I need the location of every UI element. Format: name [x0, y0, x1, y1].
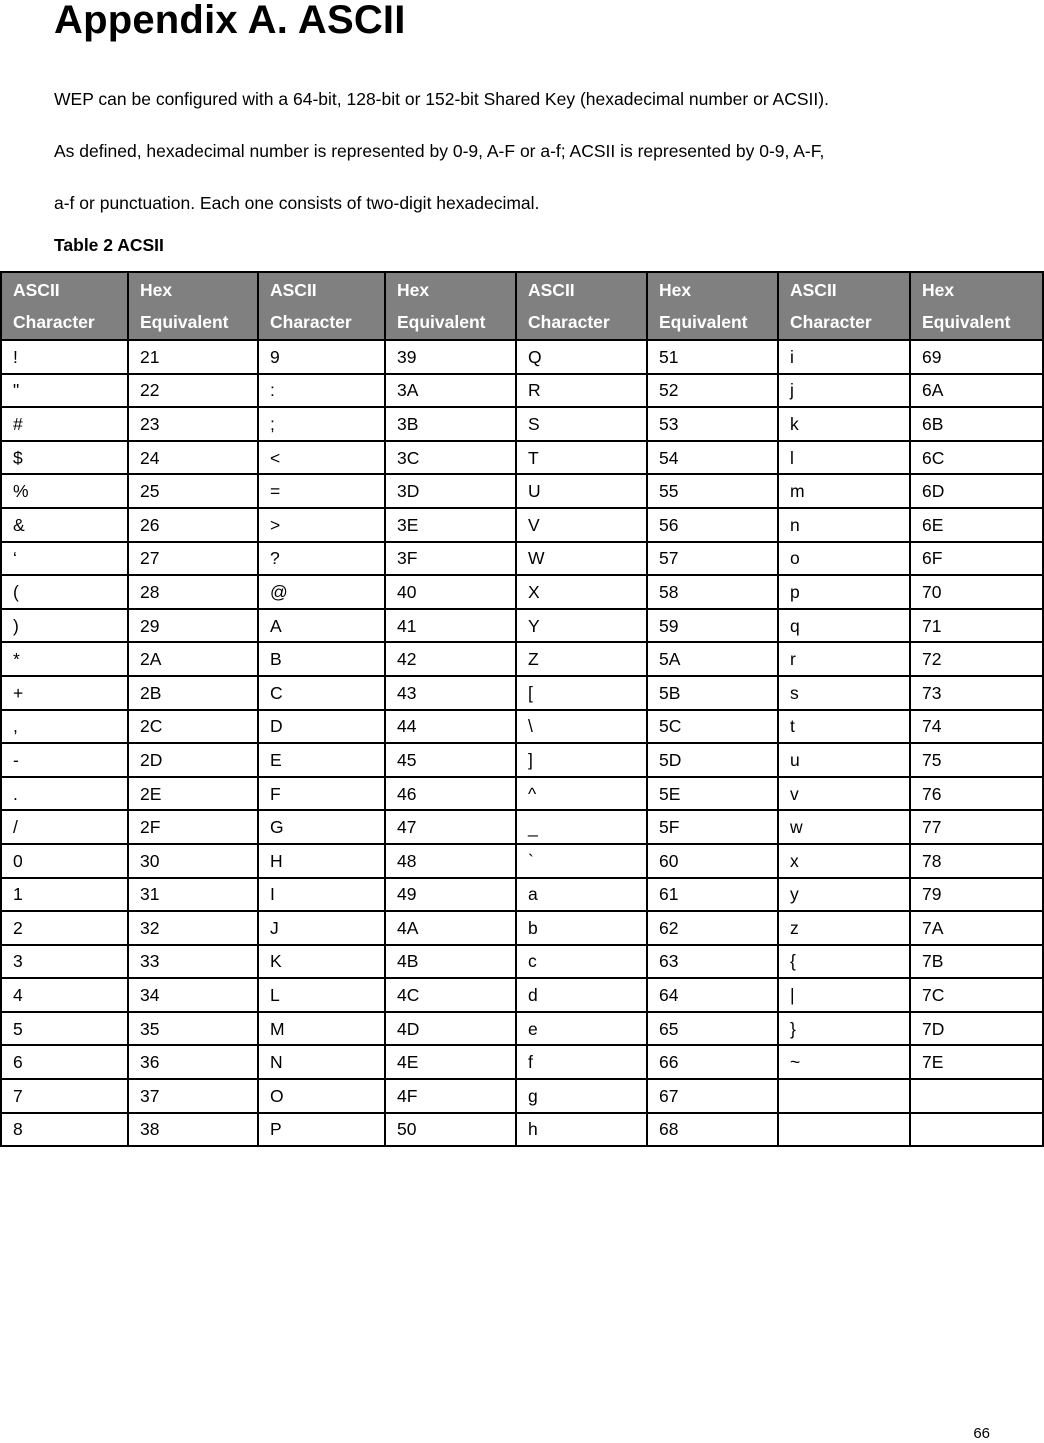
ascii-character-cell: +	[1, 676, 128, 710]
hex-equivalent-cell: 59	[647, 609, 778, 643]
ascii-character-cell	[778, 1079, 910, 1113]
intro-paragraph-2: As defined, hexadecimal number is represented by 0-9, A-F or a-f; ACSII is represented by 0-9, A-F,	[54, 141, 825, 161]
ascii-character-cell: 2	[1, 911, 128, 945]
hex-equivalent-cell: 7D	[910, 1012, 1043, 1046]
ascii-character-cell: z	[778, 911, 910, 945]
ascii-character-cell: e	[516, 1012, 647, 1046]
hex-equivalent-cell: 5A	[647, 642, 778, 676]
ascii-character-cell: ‘	[1, 542, 128, 576]
ascii-character-cell: |	[778, 978, 910, 1012]
hex-equivalent-cell: 4A	[385, 911, 516, 945]
ascii-character-cell: =	[258, 474, 385, 508]
column-header-line-2: Character	[528, 312, 610, 332]
table-row	[1, 407, 1043, 441]
hex-equivalent-cell: 32	[128, 911, 258, 945]
hex-equivalent-cell: 62	[647, 911, 778, 945]
ascii-character-cell: <	[258, 441, 385, 475]
hex-equivalent-cell: 50	[385, 1113, 516, 1147]
hex-equivalent-cell: 4F	[385, 1079, 516, 1113]
intro-paragraph-1: WEP can be configured with a 64-bit, 128-bit or 152-bit Shared Key (hexadecimal number or ACSII).	[54, 89, 829, 109]
hex-equivalent-cell: 39	[385, 340, 516, 374]
hex-equivalent-cell: 41	[385, 609, 516, 643]
table-caption: Table 2 ACSII	[54, 235, 164, 255]
ascii-character-cell: ^	[516, 777, 647, 811]
ascii-character-cell: X	[516, 575, 647, 609]
ascii-character-cell: H	[258, 844, 385, 878]
ascii-character-cell: C	[258, 676, 385, 710]
ascii-character-cell: [	[516, 676, 647, 710]
column-header-line-2: Character	[270, 312, 352, 332]
column-header	[778, 272, 910, 340]
table-row	[1, 1113, 1043, 1147]
hex-equivalent-cell: 65	[647, 1012, 778, 1046]
column-header	[128, 272, 258, 340]
ascii-character-cell: v	[778, 777, 910, 811]
hex-equivalent-cell: 48	[385, 844, 516, 878]
hex-equivalent-cell: 2B	[128, 676, 258, 710]
table-row	[1, 676, 1043, 710]
table-row	[1, 609, 1043, 643]
hex-equivalent-cell: 3B	[385, 407, 516, 441]
hex-equivalent-cell: 71	[910, 609, 1043, 643]
hex-equivalent-cell: 5D	[647, 743, 778, 777]
hex-equivalent-cell: 6C	[910, 441, 1043, 475]
hex-equivalent-cell: 64	[647, 978, 778, 1012]
column-header-line-1: ASCII	[528, 280, 575, 300]
ascii-character-cell: d	[516, 978, 647, 1012]
column-header-line-2: Equivalent	[140, 312, 229, 332]
hex-equivalent-cell: 49	[385, 878, 516, 912]
ascii-character-cell: .	[1, 777, 128, 811]
column-header	[910, 272, 1043, 340]
table-row	[1, 945, 1043, 979]
hex-equivalent-cell: 2A	[128, 642, 258, 676]
ascii-character-cell: f	[516, 1045, 647, 1079]
ascii-character-cell: ,	[1, 710, 128, 744]
ascii-character-cell: 1	[1, 878, 128, 912]
hex-equivalent-cell: 4D	[385, 1012, 516, 1046]
page-title: Appendix A. ASCII	[54, 0, 406, 42]
hex-equivalent-cell: 22	[128, 374, 258, 408]
intro-text	[54, 86, 1024, 242]
hex-equivalent-cell: 40	[385, 575, 516, 609]
ascii-character-cell: `	[516, 844, 647, 878]
ascii-character-cell: >	[258, 508, 385, 542]
ascii-character-cell: G	[258, 810, 385, 844]
hex-equivalent-cell: 34	[128, 978, 258, 1012]
hex-equivalent-cell: 68	[647, 1113, 778, 1147]
ascii-character-cell: i	[778, 340, 910, 374]
ascii-character-cell: a	[516, 878, 647, 912]
hex-equivalent-cell: 75	[910, 743, 1043, 777]
hex-equivalent-cell: 35	[128, 1012, 258, 1046]
ascii-character-cell: k	[778, 407, 910, 441]
ascii-character-cell: \	[516, 710, 647, 744]
hex-equivalent-cell	[910, 1079, 1043, 1113]
hex-equivalent-cell: 77	[910, 810, 1043, 844]
hex-equivalent-cell: 51	[647, 340, 778, 374]
ascii-character-cell: I	[258, 878, 385, 912]
hex-equivalent-cell: 72	[910, 642, 1043, 676]
ascii-character-cell: c	[516, 945, 647, 979]
ascii-character-cell: P	[258, 1113, 385, 1147]
hex-equivalent-cell: 7B	[910, 945, 1043, 979]
ascii-character-cell: b	[516, 911, 647, 945]
ascii-character-cell: J	[258, 911, 385, 945]
ascii-character-cell: F	[258, 777, 385, 811]
ascii-character-cell: U	[516, 474, 647, 508]
hex-equivalent-cell: 4C	[385, 978, 516, 1012]
table-row	[1, 878, 1043, 912]
hex-equivalent-cell: 67	[647, 1079, 778, 1113]
hex-equivalent-cell: 2E	[128, 777, 258, 811]
hex-equivalent-cell: 29	[128, 609, 258, 643]
hex-equivalent-cell: 73	[910, 676, 1043, 710]
table-header-row	[1, 272, 1043, 340]
hex-equivalent-cell: 47	[385, 810, 516, 844]
ascii-character-cell: 6	[1, 1045, 128, 1079]
ascii-character-cell: W	[516, 542, 647, 576]
column-header-line-2: Equivalent	[659, 312, 748, 332]
column-header	[385, 272, 516, 340]
hex-equivalent-cell: 7A	[910, 911, 1043, 945]
ascii-character-cell: 9	[258, 340, 385, 374]
ascii-character-cell: s	[778, 676, 910, 710]
hex-equivalent-cell: 7E	[910, 1045, 1043, 1079]
hex-equivalent-cell: 56	[647, 508, 778, 542]
hex-equivalent-cell: 4B	[385, 945, 516, 979]
hex-equivalent-cell: 43	[385, 676, 516, 710]
hex-equivalent-cell: 60	[647, 844, 778, 878]
hex-equivalent-cell	[910, 1113, 1043, 1147]
ascii-character-cell: Y	[516, 609, 647, 643]
column-header-line-1: Hex	[659, 280, 692, 300]
hex-equivalent-cell: 31	[128, 878, 258, 912]
table-row	[1, 1045, 1043, 1079]
hex-equivalent-cell: 58	[647, 575, 778, 609]
table-row	[1, 441, 1043, 475]
hex-equivalent-cell: 54	[647, 441, 778, 475]
table-row	[1, 1079, 1043, 1113]
ascii-character-cell: )	[1, 609, 128, 643]
table-row	[1, 911, 1043, 945]
ascii-character-cell: B	[258, 642, 385, 676]
ascii-character-cell: O	[258, 1079, 385, 1113]
hex-equivalent-cell: 74	[910, 710, 1043, 744]
column-header-line-1: Hex	[397, 280, 430, 300]
hex-equivalent-cell: 26	[128, 508, 258, 542]
column-header-line-2: Character	[13, 312, 95, 332]
ascii-character-cell: t	[778, 710, 910, 744]
hex-equivalent-cell: 2F	[128, 810, 258, 844]
hex-equivalent-cell: 2C	[128, 710, 258, 744]
table-row	[1, 508, 1043, 542]
ascii-character-cell: p	[778, 575, 910, 609]
ascii-character-cell: 0	[1, 844, 128, 878]
ascii-character-cell: :	[258, 374, 385, 408]
hex-equivalent-cell: 6F	[910, 542, 1043, 576]
hex-equivalent-cell: 46	[385, 777, 516, 811]
ascii-character-cell: 5	[1, 1012, 128, 1046]
hex-equivalent-cell: 63	[647, 945, 778, 979]
column-header-line-1: ASCII	[13, 280, 60, 300]
ascii-character-cell: T	[516, 441, 647, 475]
hex-equivalent-cell: 3F	[385, 542, 516, 576]
ascii-character-cell: ]	[516, 743, 647, 777]
ascii-character-cell: N	[258, 1045, 385, 1079]
ascii-character-cell: q	[778, 609, 910, 643]
ascii-character-cell: n	[778, 508, 910, 542]
hex-equivalent-cell: 28	[128, 575, 258, 609]
ascii-character-cell: h	[516, 1113, 647, 1147]
table-row	[1, 743, 1043, 777]
ascii-character-cell: L	[258, 978, 385, 1012]
ascii-character-cell: /	[1, 810, 128, 844]
ascii-character-cell: D	[258, 710, 385, 744]
ascii-character-cell: "	[1, 374, 128, 408]
hex-equivalent-cell: 5B	[647, 676, 778, 710]
ascii-character-cell: o	[778, 542, 910, 576]
ascii-character-cell: w	[778, 810, 910, 844]
hex-equivalent-cell: 66	[647, 1045, 778, 1079]
hex-equivalent-cell: 3C	[385, 441, 516, 475]
hex-equivalent-cell: 3A	[385, 374, 516, 408]
hex-equivalent-cell: 3E	[385, 508, 516, 542]
hex-equivalent-cell: 37	[128, 1079, 258, 1113]
hex-equivalent-cell: 23	[128, 407, 258, 441]
table-row	[1, 340, 1043, 374]
hex-equivalent-cell: 61	[647, 878, 778, 912]
intro-paragraph-3: a-f or punctuation. Each one consists of two-digit hexadecimal.	[54, 193, 540, 213]
ascii-character-cell: 3	[1, 945, 128, 979]
column-header-line-1: Hex	[140, 280, 173, 300]
ascii-character-cell: ;	[258, 407, 385, 441]
table-row	[1, 777, 1043, 811]
ascii-character-cell: !	[1, 340, 128, 374]
ascii-character-cell: {	[778, 945, 910, 979]
column-header	[258, 272, 385, 340]
hex-equivalent-cell: 21	[128, 340, 258, 374]
column-header-line-1: Hex	[922, 280, 955, 300]
hex-equivalent-cell: 45	[385, 743, 516, 777]
hex-equivalent-cell: 2D	[128, 743, 258, 777]
hex-equivalent-cell: 7C	[910, 978, 1043, 1012]
ascii-character-cell: M	[258, 1012, 385, 1046]
hex-equivalent-cell: 4E	[385, 1045, 516, 1079]
ascii-character-cell: %	[1, 474, 128, 508]
ascii-character-cell: u	[778, 743, 910, 777]
hex-equivalent-cell: 76	[910, 777, 1043, 811]
hex-equivalent-cell: 5E	[647, 777, 778, 811]
hex-equivalent-cell: 55	[647, 474, 778, 508]
table-row	[1, 810, 1043, 844]
ascii-character-cell: }	[778, 1012, 910, 1046]
ascii-character-cell: ~	[778, 1045, 910, 1079]
hex-equivalent-cell: 6B	[910, 407, 1043, 441]
hex-equivalent-cell: 6A	[910, 374, 1043, 408]
table-body	[1, 340, 1043, 1146]
ascii-character-cell: r	[778, 642, 910, 676]
column-header-line-2: Equivalent	[397, 312, 486, 332]
table-row	[1, 474, 1043, 508]
ascii-character-cell: S	[516, 407, 647, 441]
ascii-character-cell: R	[516, 374, 647, 408]
ascii-character-cell: ?	[258, 542, 385, 576]
table-row	[1, 978, 1043, 1012]
hex-equivalent-cell: 25	[128, 474, 258, 508]
table-row	[1, 575, 1043, 609]
hex-equivalent-cell: 6E	[910, 508, 1043, 542]
column-header-line-2: Character	[790, 312, 872, 332]
hex-equivalent-cell: 42	[385, 642, 516, 676]
hex-equivalent-cell: 44	[385, 710, 516, 744]
ascii-character-cell: Q	[516, 340, 647, 374]
hex-equivalent-cell: 53	[647, 407, 778, 441]
hex-equivalent-cell: 5F	[647, 810, 778, 844]
table-row	[1, 374, 1043, 408]
ascii-character-cell: x	[778, 844, 910, 878]
ascii-character-cell: V	[516, 508, 647, 542]
ascii-character-cell: 7	[1, 1079, 128, 1113]
ascii-character-cell: *	[1, 642, 128, 676]
column-header	[647, 272, 778, 340]
ascii-character-cell: E	[258, 743, 385, 777]
hex-equivalent-cell: 6D	[910, 474, 1043, 508]
ascii-character-cell: (	[1, 575, 128, 609]
ascii-table	[0, 271, 1044, 1147]
ascii-character-cell: _	[516, 810, 647, 844]
ascii-character-cell: 4	[1, 978, 128, 1012]
hex-equivalent-cell: 24	[128, 441, 258, 475]
hex-equivalent-cell: 3D	[385, 474, 516, 508]
ascii-character-cell	[778, 1113, 910, 1147]
ascii-character-cell: m	[778, 474, 910, 508]
ascii-character-cell: $	[1, 441, 128, 475]
ascii-character-cell: j	[778, 374, 910, 408]
table-row	[1, 710, 1043, 744]
hex-equivalent-cell: 70	[910, 575, 1043, 609]
hex-equivalent-cell: 33	[128, 945, 258, 979]
ascii-character-cell: l	[778, 441, 910, 475]
table-row	[1, 642, 1043, 676]
ascii-character-cell: #	[1, 407, 128, 441]
table-row	[1, 844, 1043, 878]
table-header	[1, 272, 1043, 340]
hex-equivalent-cell: 69	[910, 340, 1043, 374]
ascii-character-cell: Z	[516, 642, 647, 676]
hex-equivalent-cell: 30	[128, 844, 258, 878]
ascii-character-cell: K	[258, 945, 385, 979]
column-header	[516, 272, 647, 340]
ascii-character-cell: 8	[1, 1113, 128, 1147]
column-header-line-2: Equivalent	[922, 312, 1011, 332]
ascii-character-cell: y	[778, 878, 910, 912]
ascii-character-cell: A	[258, 609, 385, 643]
hex-equivalent-cell: 38	[128, 1113, 258, 1147]
ascii-character-cell: -	[1, 743, 128, 777]
column-header-line-1: ASCII	[270, 280, 317, 300]
hex-equivalent-cell: 78	[910, 844, 1043, 878]
hex-equivalent-cell: 27	[128, 542, 258, 576]
hex-equivalent-cell: 5C	[647, 710, 778, 744]
ascii-character-cell: g	[516, 1079, 647, 1113]
ascii-character-cell: &	[1, 508, 128, 542]
column-header	[1, 272, 128, 340]
hex-equivalent-cell: 36	[128, 1045, 258, 1079]
page-number: 66	[973, 1425, 990, 1442]
hex-equivalent-cell: 57	[647, 542, 778, 576]
hex-equivalent-cell: 79	[910, 878, 1043, 912]
table-row	[1, 1012, 1043, 1046]
hex-equivalent-cell: 52	[647, 374, 778, 408]
table-row	[1, 542, 1043, 576]
ascii-character-cell: @	[258, 575, 385, 609]
column-header-line-1: ASCII	[790, 280, 837, 300]
